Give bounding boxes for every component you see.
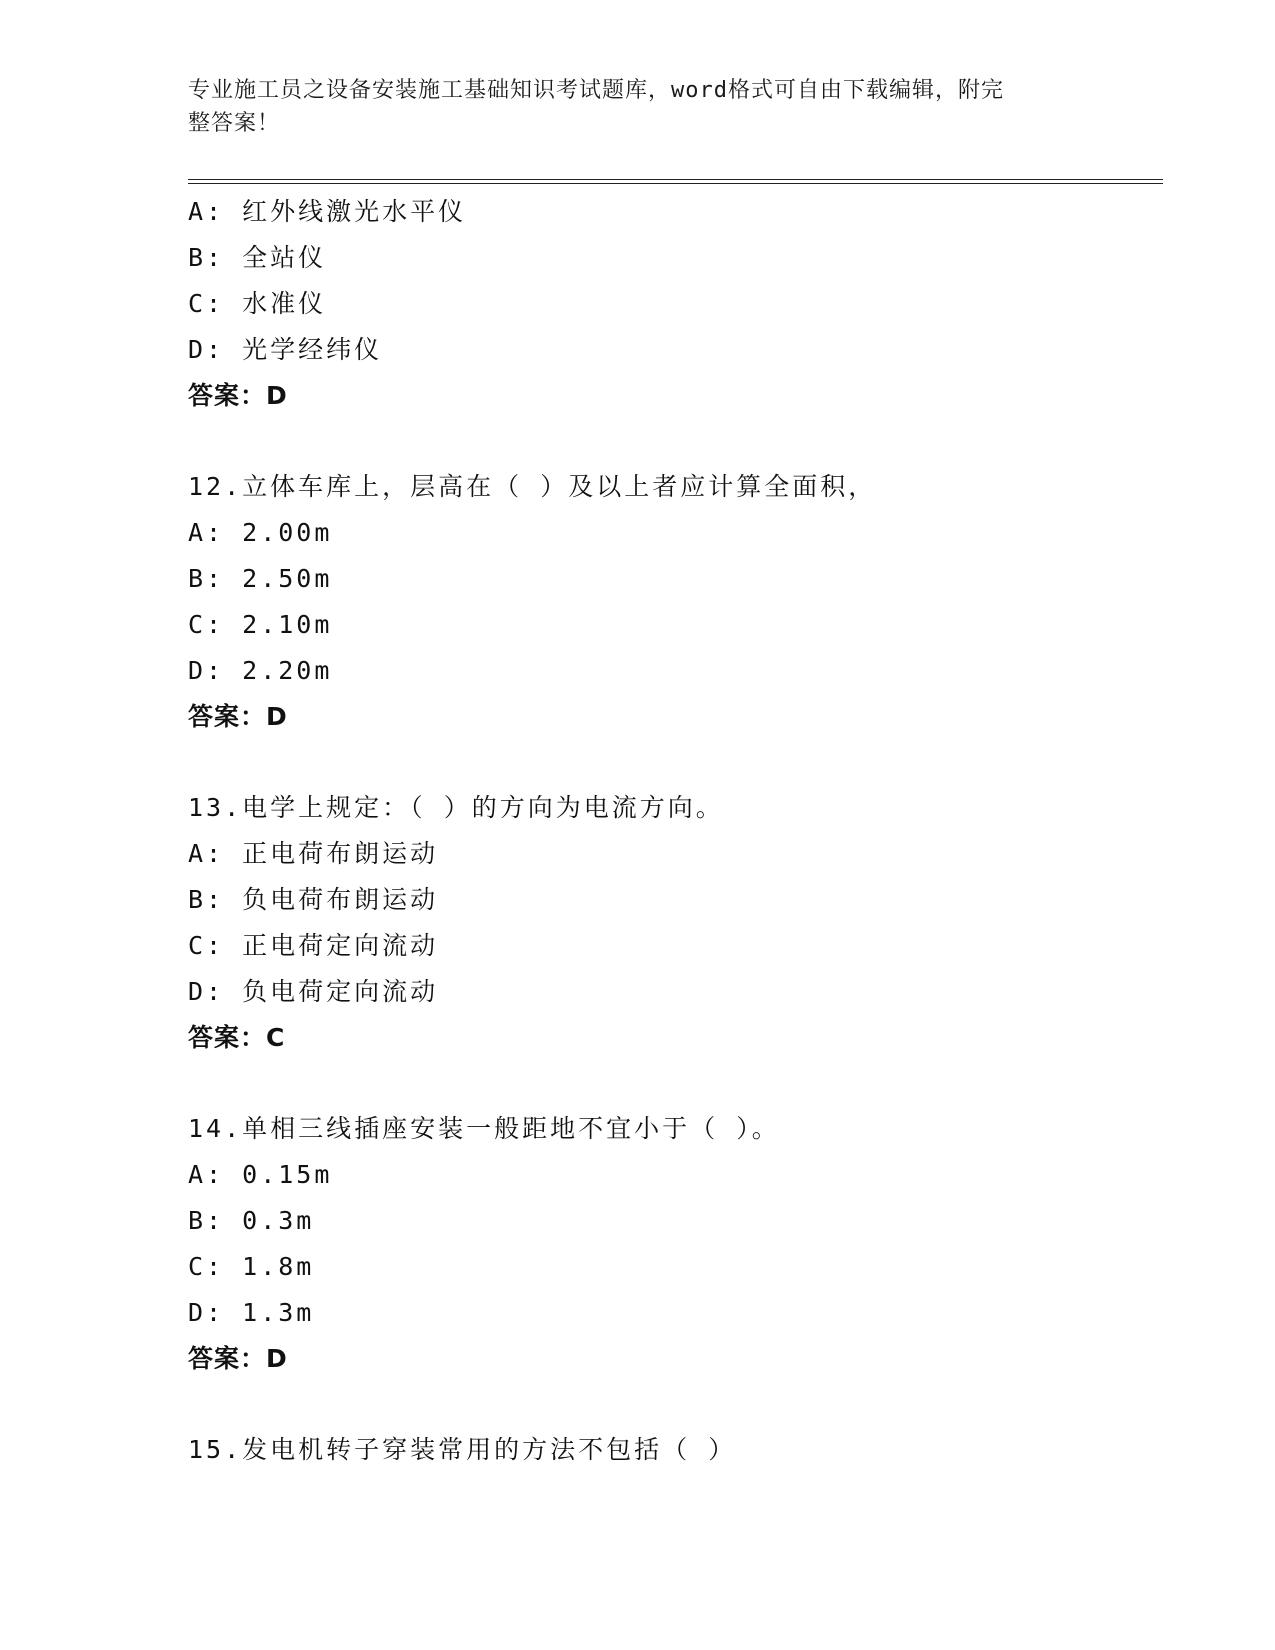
- option-c: C: 水准仪: [188, 289, 327, 318]
- option-b: B: 全站仪: [188, 243, 327, 272]
- answer: 答案：D: [188, 1344, 288, 1373]
- document-header: [188, 74, 1068, 140]
- question-15: [188, 1427, 1163, 1473]
- option-a: A: 红外线激光水平仪: [188, 197, 467, 226]
- question-text: 14.单相三线插座安装一般距地不宜小于（ ）。: [188, 1114, 780, 1143]
- question-text: 15.发电机转子穿装常用的方法不包括（ ）: [188, 1435, 737, 1464]
- option-a: A: 2.00m: [188, 518, 333, 547]
- option-d: D: 2.20m: [188, 656, 333, 685]
- option-a: A: 正电荷布朗运动: [188, 839, 439, 868]
- header-line-1: 专业施工员之设备安装施工基础知识考试题库，word格式可自由下载编辑，附完: [188, 78, 1004, 103]
- spacer: [188, 1382, 1163, 1427]
- question-text: 13.电学上规定：（ ）的方向为电流方向。: [188, 793, 724, 822]
- spacer: [188, 1061, 1163, 1106]
- question-text: 12.立体车库上，层高在（ ）及以上者应计算全面积，: [188, 472, 877, 501]
- header-divider-bottom: [188, 183, 1163, 184]
- option-d: D: 负电荷定向流动: [188, 977, 439, 1006]
- option-d: D: 1.3m: [188, 1298, 315, 1327]
- option-b: B: 0.3m: [188, 1206, 315, 1235]
- header-line-2: 整答案！: [188, 111, 281, 136]
- option-a: A: 0.15m: [188, 1160, 333, 1189]
- spacer: [188, 740, 1163, 785]
- option-d: D: 光学经纬仪: [188, 335, 383, 364]
- question-14: [188, 1106, 1163, 1382]
- option-b: B: 负电荷布朗运动: [188, 885, 439, 914]
- question-13: [188, 785, 1163, 1061]
- question-11: [188, 189, 1163, 419]
- spacer: [188, 419, 1163, 464]
- option-c: C: 正电荷定向流动: [188, 931, 439, 960]
- answer: 答案：C: [188, 1023, 286, 1052]
- question-12: [188, 464, 1163, 740]
- header-divider-top: [188, 179, 1163, 180]
- answer: 答案：D: [188, 702, 288, 731]
- question-list: [188, 189, 1163, 1473]
- answer: 答案：D: [188, 381, 288, 410]
- option-c: C: 2.10m: [188, 610, 333, 639]
- option-b: B: 2.50m: [188, 564, 333, 593]
- option-c: C: 1.8m: [188, 1252, 315, 1281]
